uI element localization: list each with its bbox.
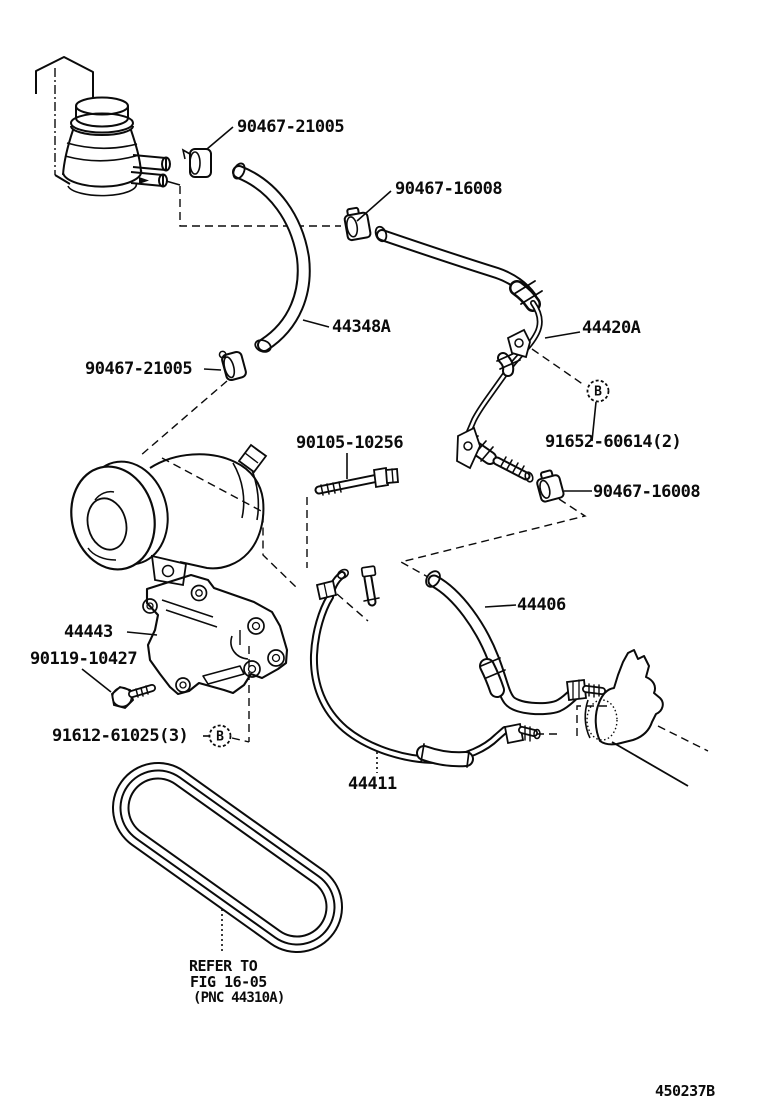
part-label-clamp-return-lower: 90467-16008 bbox=[593, 482, 701, 502]
bolt-90105-10256 bbox=[319, 468, 398, 495]
callout-b-lower bbox=[210, 726, 231, 747]
figure-code: 450237B bbox=[655, 1082, 715, 1100]
pressure-tube-44411 bbox=[314, 566, 540, 767]
callout-letter: B bbox=[216, 729, 224, 745]
construction-dashed-lines bbox=[55, 68, 708, 751]
part-label-bolt-pump: 90105-10256 bbox=[296, 433, 404, 453]
callout-b-upper bbox=[588, 381, 609, 402]
pump-bracket-44443 bbox=[143, 575, 287, 694]
part-label-pressure-hose: 44406 bbox=[517, 595, 566, 615]
steering-gear bbox=[585, 650, 688, 786]
bolt-90119-10427 bbox=[112, 686, 152, 708]
reference-note bbox=[189, 957, 285, 1006]
callout-letter: B bbox=[594, 384, 602, 400]
clamp-16008-lower bbox=[535, 469, 565, 503]
drive-belt bbox=[158, 808, 297, 907]
part-label-clamp-return-upper: 90467-16008 bbox=[395, 179, 503, 199]
part-label-bolt-bracket-set: 91612-61025(3) bbox=[52, 726, 189, 746]
clamp-21005-top bbox=[183, 149, 211, 177]
part-label-suction-hose: 44348A bbox=[332, 317, 391, 337]
clamp-21005-lower bbox=[219, 347, 247, 382]
reference-note-line1: REFER TO bbox=[189, 957, 258, 975]
reference-note-line3: (PNC 44310A) bbox=[193, 990, 285, 1006]
part-label-bolt-bracket: 90119-10427 bbox=[30, 649, 138, 669]
part-label-union-bolt: 91652-60614(2) bbox=[545, 432, 682, 452]
suction-hose-44348A bbox=[231, 162, 304, 354]
part-label-return-tube: 44420A bbox=[582, 318, 641, 338]
steering-pump bbox=[61, 445, 266, 585]
pressure-hose-44406 bbox=[423, 569, 602, 709]
part-label-pressure-tube: 44411 bbox=[348, 774, 397, 794]
part-label-clamp-lower: 90467-21005 bbox=[85, 359, 193, 379]
part-label-clamp-top: 90467-21005 bbox=[237, 117, 345, 137]
reservoir-tank bbox=[63, 98, 180, 196]
leader-lines bbox=[82, 127, 596, 736]
part-label-pump-bracket: 44443 bbox=[64, 622, 113, 642]
reference-note-line2: FIG 16-05 bbox=[190, 973, 267, 991]
